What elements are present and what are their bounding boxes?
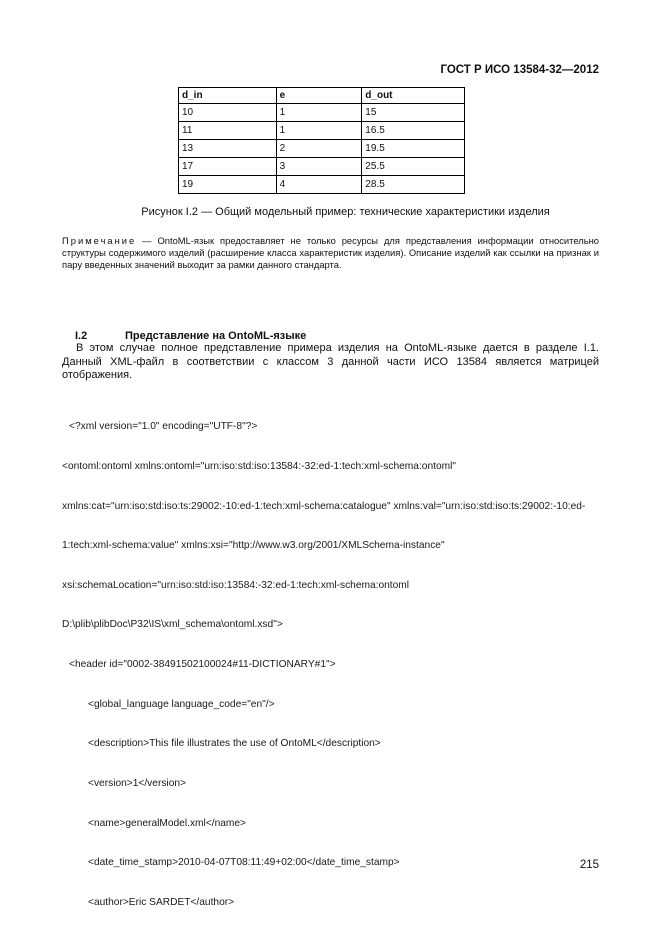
code-line: <description>This file illustrates the use of OntoML</description> — [88, 738, 381, 750]
note-block — [62, 235, 599, 271]
code-line: <header id="0002-38491502100024#11-DICTIONARY#1"> — [69, 659, 336, 671]
code-line: <version>1</version> — [88, 777, 186, 789]
code-line: <date_time_stamp>2010-04-07T08:11:49+02:00</date_time_stamp> — [88, 857, 400, 869]
note-label: Примечание — [62, 235, 137, 246]
section-heading — [75, 330, 306, 342]
section-paragraph — [62, 342, 599, 383]
code-line: <?xml version="1.0" encoding="UTF-8"?> — [69, 421, 258, 433]
document-header: ГОСТ Р ИСО 13584-32—2012 — [440, 64, 599, 76]
table-row — [179, 140, 465, 158]
table-cell: 15 — [362, 104, 465, 122]
code-line: <name>generalModel.xml</name> — [88, 817, 247, 829]
table-cell: 19 — [179, 176, 277, 194]
table-cell: 19.5 — [362, 140, 465, 158]
table-cell: 11 — [179, 122, 277, 140]
note-dash: — — [142, 235, 152, 246]
table-row — [179, 122, 465, 140]
code-line: <author>Eric SARDET</author> — [88, 896, 235, 908]
table-cell: 17 — [179, 158, 277, 176]
code-line: xsi:schemaLocation="urn:iso:std:iso:13584:-32:ed-1:tech:xml-schema:ontoml — [62, 579, 410, 591]
table-cell: 1 — [276, 122, 362, 140]
page-number: 215 — [579, 859, 599, 871]
table-cell: 4 — [276, 176, 362, 194]
characteristics-table — [178, 87, 465, 194]
table-cell: 1 — [276, 104, 362, 122]
note-text: OntoML-язык предоставляет не только ресурсы для представления информации относительно структуры содержимого изделий (расширение класса характеристик изделия). Описание изделий как ссылки на признак и пару введенных значений выходит за рамки данного стандарта. — [62, 235, 599, 270]
code-line: <global_language language_code="en"/> — [88, 698, 275, 710]
table-cell: 13 — [179, 140, 277, 158]
table-row — [179, 104, 465, 122]
column-header: e — [276, 88, 362, 104]
table-row — [179, 158, 465, 176]
column-header: d_in — [179, 88, 277, 104]
table-header-row — [179, 88, 465, 104]
code-line: <ontoml:ontoml xmlns:ontoml="urn:iso:std:iso:13584:-32:ed-1:tech:xml-schema:ontoml" — [62, 461, 456, 473]
paragraph-text: В этом случае полное представление примера изделия на OntoML-языке дается в разделе I.1. Данный XML-файл в соответствии с классом 3 данной части ИСО 13584 является матрицей отображения. — [62, 342, 599, 381]
code-line: xmlns:cat="urn:iso:std:iso:ts:29002:-10:ed-1:tech:xml-schema:catalogue" xmlns:val="urn:iso:std:iso:ts:29002:-10:ed- — [62, 500, 586, 512]
table-row — [179, 176, 465, 194]
table-cell: 2 — [276, 140, 362, 158]
table-cell: 10 — [179, 104, 277, 122]
column-header: d_out — [362, 88, 465, 104]
xml-code-listing — [62, 394, 585, 922]
code-line: D:\plib\plibDoc\P32\IS\xml_schema\ontoml.xsd"> — [62, 619, 283, 631]
figure-caption: Рисунок I.2 — Общий модельный пример: технические характеристики изделия — [141, 206, 550, 218]
section-title: Представление на OntoML-языке — [125, 330, 307, 342]
section-number: I.2 — [75, 330, 88, 342]
table-cell: 16.5 — [362, 122, 465, 140]
table-cell: 3 — [276, 158, 362, 176]
table-cell: 25.5 — [362, 158, 465, 176]
table-cell: 28.5 — [362, 176, 465, 194]
code-line: 1:tech:xml-schema:value" xmlns:xsi="http://www.w3.org/2001/XMLSchema-instance" — [62, 540, 445, 552]
